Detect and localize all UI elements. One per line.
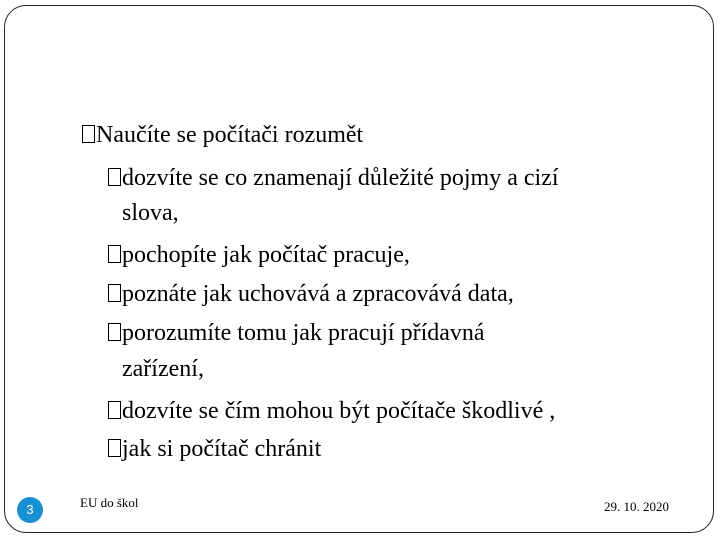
list-item-text: dozvíte se čím mohou být počítače škodlivé , (122, 398, 556, 424)
square-bullet-icon (108, 284, 121, 302)
square-bullet-icon (82, 125, 95, 143)
square-bullet-icon (108, 401, 121, 419)
list-item (108, 318, 485, 348)
square-bullet-icon (108, 439, 121, 457)
slide-heading: Naučíte se počítači rozumět (96, 122, 364, 148)
list-item-text: jak si počítač chránit (122, 436, 322, 462)
heading-line (82, 120, 363, 150)
list-item (108, 163, 559, 193)
page-number-badge: 3 (17, 497, 43, 523)
list-item-text: dozvíte se co znamenají důležité pojmy a cizí (122, 165, 559, 191)
list-item (108, 279, 514, 309)
list-item-continuation-text: slova, (122, 200, 179, 226)
list-item (108, 396, 555, 426)
list-item-text: pochopíte jak počítač pracuje, (122, 242, 410, 268)
square-bullet-icon (108, 323, 121, 341)
list-item-text: poznáte jak uchovává a zpracovává data, (122, 281, 514, 307)
list-item-continuation (122, 198, 179, 228)
list-item-text: porozumíte tomu jak pracují přídavná (122, 320, 485, 346)
list-item (108, 240, 410, 270)
list-item-continuation (122, 354, 204, 384)
list-item (108, 434, 321, 464)
footer-date: 29. 10. 2020 (604, 499, 669, 514)
footer-left-text: EU do škol (80, 495, 139, 510)
list-item-continuation-text: zařízení, (122, 356, 204, 382)
square-bullet-icon (108, 245, 121, 263)
square-bullet-icon (108, 168, 121, 186)
